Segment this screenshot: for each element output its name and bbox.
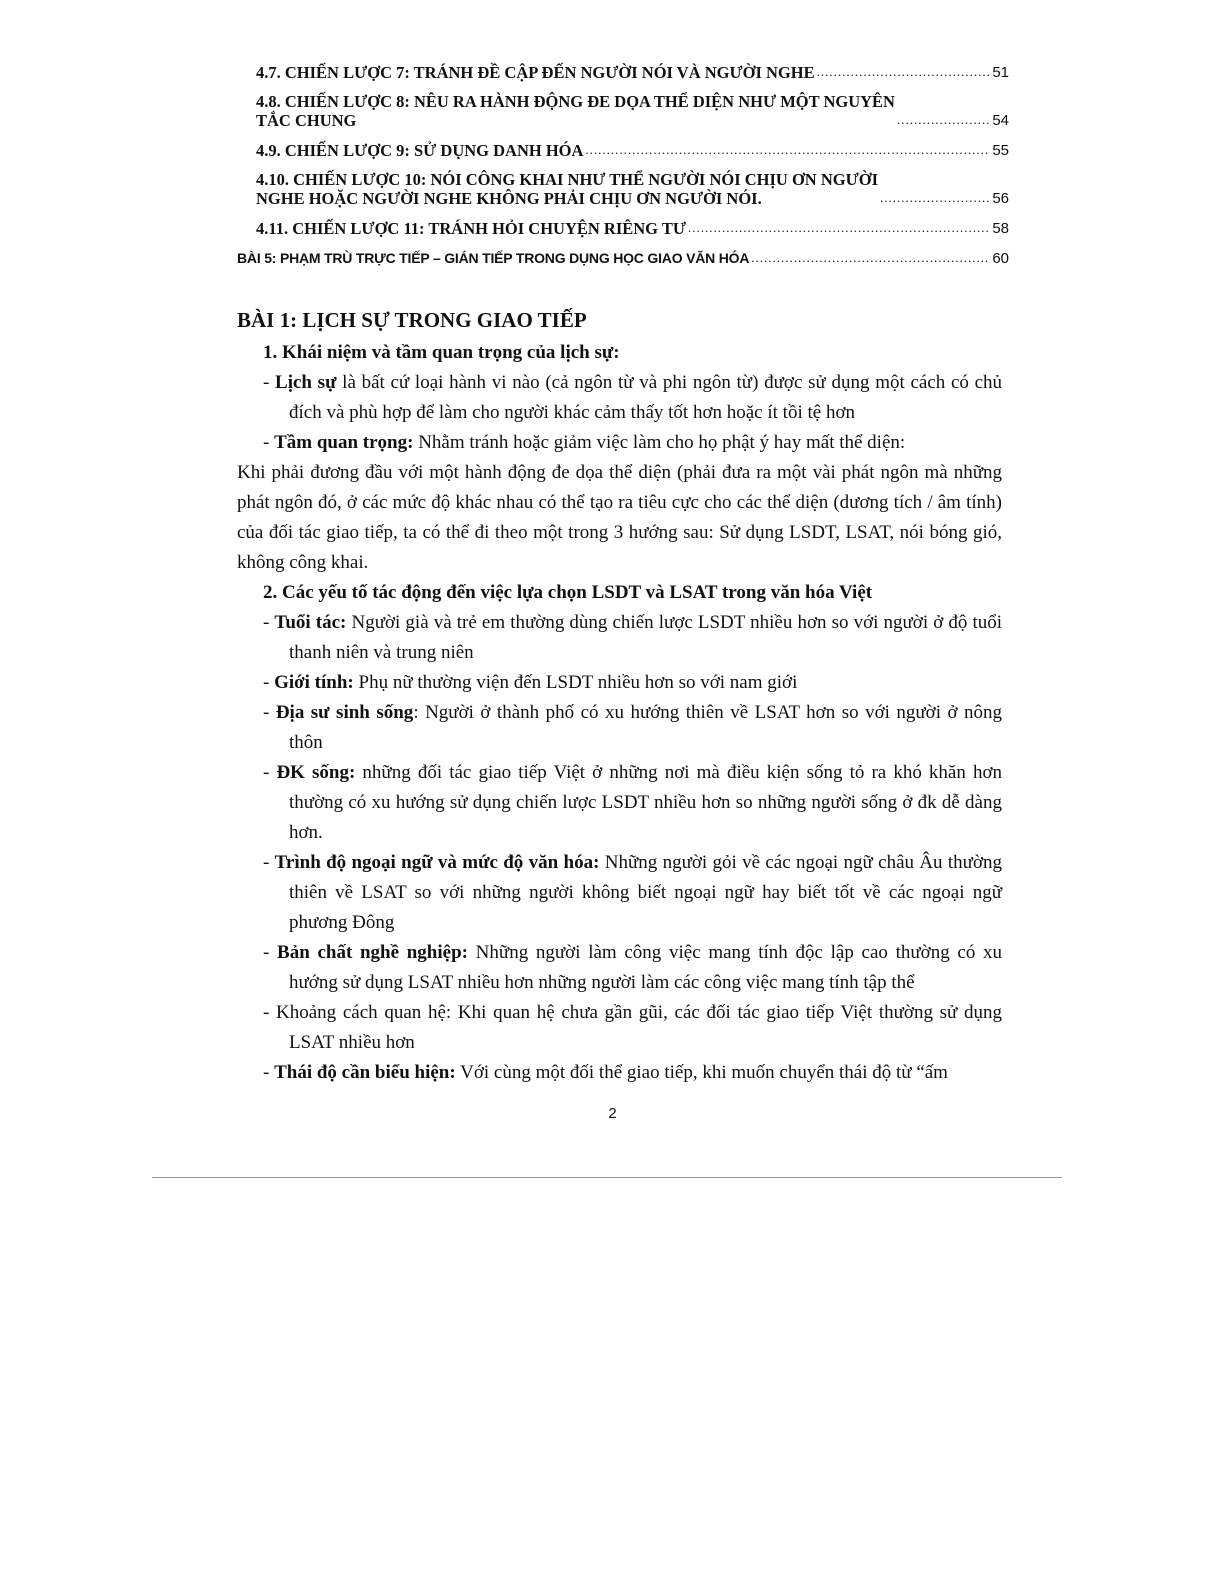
list-bullet: - [263, 852, 275, 873]
list-item-term: Thái độ cần biểu hiện: [274, 1062, 456, 1083]
table-of-contents [237, 62, 1009, 278]
list-item-text: Người già và trẻ em thường dùng chiến lược LSDT nhiều hơn so với người ở độ tuổi thanh niên và trung niên [289, 612, 1002, 663]
list-bullet: - [263, 762, 277, 783]
list-item [237, 698, 1002, 758]
section2-list [237, 608, 1002, 1088]
list-item-text: Những người làm công việc mang tính độc lập cao thường có xu hướng sử dụng LSAT nhiều hơn những người làm các công việc mang tính tập thể [289, 942, 1003, 993]
toc-leader-dots [880, 188, 990, 207]
toc-entry[interactable] [237, 248, 1009, 268]
list-item-text: Với cùng một đối thể giao tiếp, khi muốn chuyển thái độ từ “ấm [455, 1062, 948, 1083]
toc-leader-dots [817, 62, 991, 81]
list-item [237, 428, 1002, 458]
toc-entry[interactable] [237, 92, 1009, 130]
list-bullet: - [263, 1002, 277, 1023]
page-divider [152, 1177, 1062, 1178]
section-heading: 1. Khái niệm và tầm quan trọng của lịch sự: [263, 342, 620, 363]
list-bullet: - [263, 1062, 275, 1083]
toc-entry-title-line2: NGHE HOẶC NGƯỜI NGHE KHÔNG PHẢI CHỊU ƠN NGƯỜI NÓI. [256, 189, 762, 208]
list-bullet: - [263, 702, 276, 723]
list-item-term: Trình độ ngoại ngữ và mức độ văn hóa: [274, 852, 600, 873]
toc-entry-page: 54 [992, 112, 1009, 129]
toc-entry-page: 56 [992, 190, 1009, 207]
list-bullet: - [263, 432, 275, 453]
toc-entry-title [256, 92, 895, 130]
list-item [237, 758, 1002, 848]
list-bullet: - [263, 372, 276, 393]
list-item-text: Khoảng cách quan hệ: Khi quan hệ chưa gần gũi, các đối tác giao tiếp Việt thường sử dụng LSAT nhiều hơn [276, 1002, 1003, 1053]
list-item-text: Những người gỏi về các ngoại ngữ châu Âu thường thiên về LSAT so với những người không biết ngoại ngữ hay biết tốt về các ngoại ngữ phương Đông [289, 852, 1002, 933]
body-paragraph: Khi phải đương đầu với một hành động đe dọa thể diện (phải đưa ra một vài phát ngôn mà những phát ngôn đó, ở các mức độ khác nhau có thể tạo ra tiêu cực cho các thể diện (dương tích / âm tính) của đối tác giao tiếp, ta có thể đi theo một trong 3 hướng sau: Sử dụng LSDT, LSAT, nói bóng gió, không công khai. [237, 462, 1002, 573]
toc-leader-dots [688, 218, 990, 237]
list-item [237, 998, 1002, 1058]
toc-leader-dots [897, 110, 990, 129]
list-bullet: - [263, 672, 275, 693]
list-item-text: những đối tác giao tiếp Việt ở những nơi mà điều kiện sống tỏ ra khó khăn hơn thường có xu hướng sử dụng chiến lược LSDT nhiều hơn so những người sống ở đk dễ dàng hơn. [289, 762, 1003, 843]
toc-entry-page: 51 [992, 64, 1009, 81]
list-item-term: ĐK sống: [276, 762, 356, 783]
list-item [237, 1058, 1002, 1088]
document-body [237, 306, 1002, 1088]
toc-entry[interactable] [237, 62, 1009, 82]
list-item-term: Địa sư sinh sống [275, 702, 414, 723]
section-heading: 2. Các yếu tố tác động đến việc lựa chọn LSDT và LSAT trong văn hóa Việt [263, 582, 873, 603]
toc-entry-title: 4.7. CHIẾN LƯỢC 7: TRÁNH ĐỀ CẬP ĐẾN NGƯỜI NÓI VÀ NGƯỜI NGHE [256, 63, 815, 82]
toc-leader-dots [585, 140, 990, 159]
chapter-heading: BÀI 1: LỊCH SỰ TRONG GIAO TIẾP [237, 308, 587, 332]
toc-leader-dots [751, 248, 990, 267]
toc-entry[interactable] [237, 140, 1009, 160]
toc-entry-title-line1: 4.8. CHIẾN LƯỢC 8: NÊU RA HÀNH ĐỘNG ĐE DỌA THỂ DIỆN NHƯ MỘT NGUYÊN [256, 92, 895, 111]
toc-entry-page: 55 [992, 142, 1009, 159]
list-item-term: Bản chất nghề nghiệp: [277, 942, 468, 963]
toc-entry[interactable] [237, 170, 1009, 208]
list-item-text: là bất cứ loại hành vi nào (cả ngôn từ và phi ngôn từ) được sử dụng một cách có chủ đích và phù hợp để làm cho người khác cảm thấy tốt hơn hoặc ít tồi tệ hơn [289, 372, 1003, 423]
list-item [237, 608, 1002, 668]
list-item-text: Phụ nữ thường viện đến LSDT nhiều hơn so với nam giới [353, 672, 798, 693]
toc-entry-title: 4.11. CHIẾN LƯỢC 11: TRÁNH HỎI CHUYỆN RIÊNG TƯ [256, 219, 686, 238]
list-item-text: : Người ở thành phố có xu hướng thiên về LSAT hơn so với người ở nông thôn [289, 702, 1003, 753]
list-item [237, 368, 1002, 428]
toc-entry[interactable] [237, 218, 1009, 238]
list-bullet: - [263, 942, 278, 963]
toc-entry-title-line2: TẮC CHUNG [256, 111, 357, 130]
list-item-term: Giới tính: [274, 672, 354, 693]
toc-entry-title: BÀI 5: PHẠM TRÙ TRỰC TIẾP – GIÁN TIẾP TRONG DỤNG HỌC GIAO VĂN HÓA [237, 250, 750, 266]
list-item [237, 668, 1002, 698]
list-item-term: Lịch sự [275, 372, 337, 393]
page-number: 2 [608, 1105, 617, 1122]
section1-list [237, 368, 1002, 458]
list-item [237, 848, 1002, 938]
toc-entry-title [256, 170, 878, 208]
list-item-text: Nhằm tránh hoặc giảm việc làm cho họ phật ý hay mất thể diện: [413, 432, 906, 453]
list-item-term: Tuổi tác: [274, 612, 347, 633]
toc-entry-page: 60 [992, 250, 1009, 267]
list-item-term: Tầm quan trọng: [274, 432, 414, 453]
toc-entry-page: 58 [992, 220, 1009, 237]
list-bullet: - [263, 612, 275, 633]
toc-entry-title-line1: 4.10. CHIẾN LƯỢC 10: NÓI CÔNG KHAI NHƯ THỂ NGƯỜI NÓI CHỊU ƠN NGƯỜI [256, 170, 878, 189]
list-item [237, 938, 1002, 998]
toc-entry-title: 4.9. CHIẾN LƯỢC 9: SỬ DỤNG DANH HÓA [256, 141, 584, 160]
